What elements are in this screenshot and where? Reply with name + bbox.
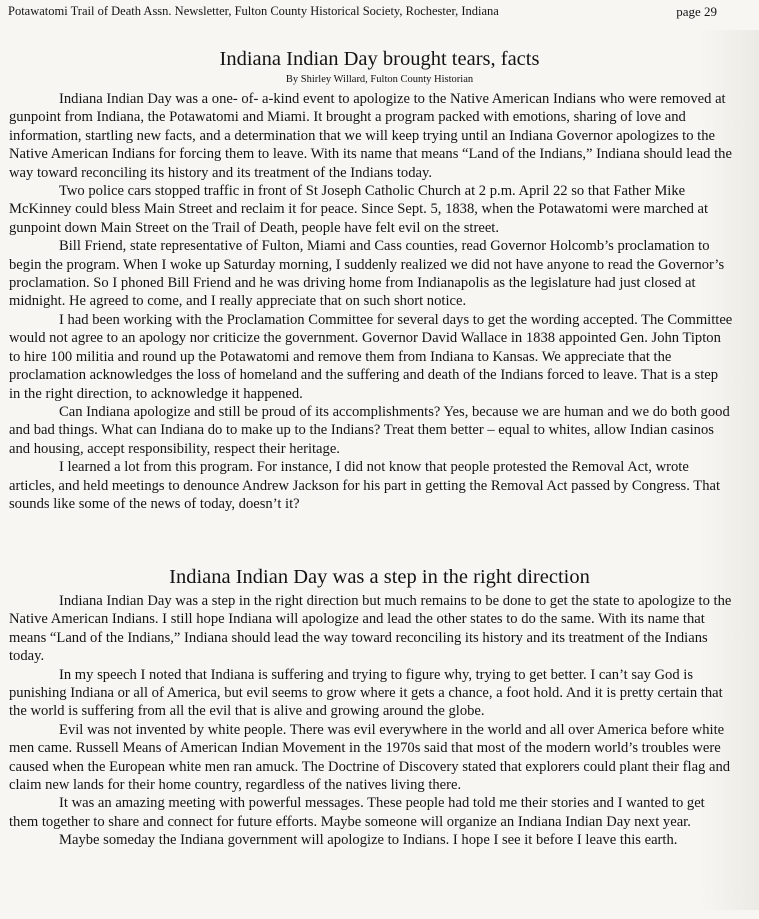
article-title: Indiana Indian Day brought tears, facts	[219, 48, 540, 70]
paragraph: I had been working with the Proclamation Committee for several days to get the wording accepted. The Committee would not agree to an apology nor criticize the government. Governor David Wallace in 1838 appointed Gen. John Tipton to hire 100 militia and round up the Potawatomi and remove them from Indiana to Kansas. We appreciate that the proclamation acknowledges the loss of homeland and the suffering and death of the Indians forced to leave. That is a step in the right direction, to acknowledge it happened.	[9, 311, 733, 402]
paragraph: Bill Friend, state representative of Fulton, Miami and Cass counties, read Governor Holcomb’s proclamation to begin the program. When I woke up Saturday morning, I suddenly realized we did not have anyone to read the Governor’s proclamation. So I phoned Bill Friend and he was driving home from Indianapolis as the legislature had just closed at midnight. He agreed to come, and I really appreciate that on such short notice.	[9, 238, 725, 310]
paragraph: Two police cars stopped traffic in front of St Joseph Catholic Church at 2 p.m. April 22 so that Father Mike McKinney could bless Main Street and reclaim it for peace. Since Sept. 5, 1838, when the Potawatomi were marched at gunpoint down Main Street on the Trail of Death, people have felt evil on the street.	[9, 183, 709, 236]
paragraph: I learned a lot from this program. For instance, I did not know that people protested the Removal Act, wrote articles, and held meetings to denounce Andrew Jackson for his part in getting the Removal Act passed by Congress. That sounds like some of the news of today, doesn’t it?	[9, 459, 721, 512]
paragraph: In my speech I noted that Indiana is suffering and trying to figure why, trying to get better. I can’t say God is punishing Indiana or all of America, but evil seems to grow where it gets a chance, a foot hold. And it is pretty certain that the world is suffering from all the evil that is alive and growing around the globe.	[9, 666, 723, 720]
article-body	[9, 90, 733, 513]
paragraph: Can Indiana apologize and still be proud of its accomplishments? Yes, because we are human and we do both good and bad things. What can Indiana do to make up to the Indians? Treat them better – equal to whites, allow Indian casinos and housing, accept responsibility, respect their heritage.	[9, 403, 730, 457]
paragraph: Evil was not invented by white people. There was evil everywhere in the world and all over America before white men came. Russell Means of American Indian Movement in the 1970s said that most of the modern world’s troubles were caused when the European white men ran amuck. The Doctrine of Discovery stated that explorers could plant their flag and claim new lands for their home country, regardless of the natives living there.	[9, 721, 731, 794]
page-header	[8, 4, 747, 22]
article-byline: By Shirley Willard, Fulton County Historian	[285, 74, 474, 85]
paragraph: It was an amazing meeting with powerful messages. These people had told me their stories and I wanted to get them together to share and connect for future efforts. Maybe someone will organize an Indiana Indian Day next year.	[9, 795, 705, 830]
newsletter-masthead: Potawatomi Trail of Death Assn. Newsletter, Fulton County Historical Society, Rochester, Indiana	[8, 4, 499, 18]
paragraph: Maybe someday the Indiana government will apologize to Indians. I hope I see it before I leave this earth.	[59, 832, 678, 849]
section-heading: Indiana Indian Day was a step in the right direction	[169, 566, 590, 588]
page-number: page 29	[676, 4, 717, 19]
paragraph: Indiana Indian Day was a one- of- a-kind event to apologize to the Native American Indians who were removed at gunpoint from Indiana, the Potawatomi and Miami. It brought a program packed with emotions, sharing of love and information, startling new facts, and a determination that we will keep trying until an Indiana Governor apologizes to the Native American Indians for forcing them to leave. With its name that means “Land of the Indians,” Indiana should lead the way toward reconciling its history and its treatment of the Indians today.	[9, 91, 732, 181]
section-body	[9, 592, 733, 850]
paragraph: Indiana Indian Day was a step in the right direction but much remains to be done to get the state to apologize to the Native American Indians. I still hope Indiana will apologize and lead the other states to do the same. With its name that means “Land of the Indians,” Indiana should lead the way toward reconciling its history and its treatment of the Indians today.	[9, 593, 732, 665]
